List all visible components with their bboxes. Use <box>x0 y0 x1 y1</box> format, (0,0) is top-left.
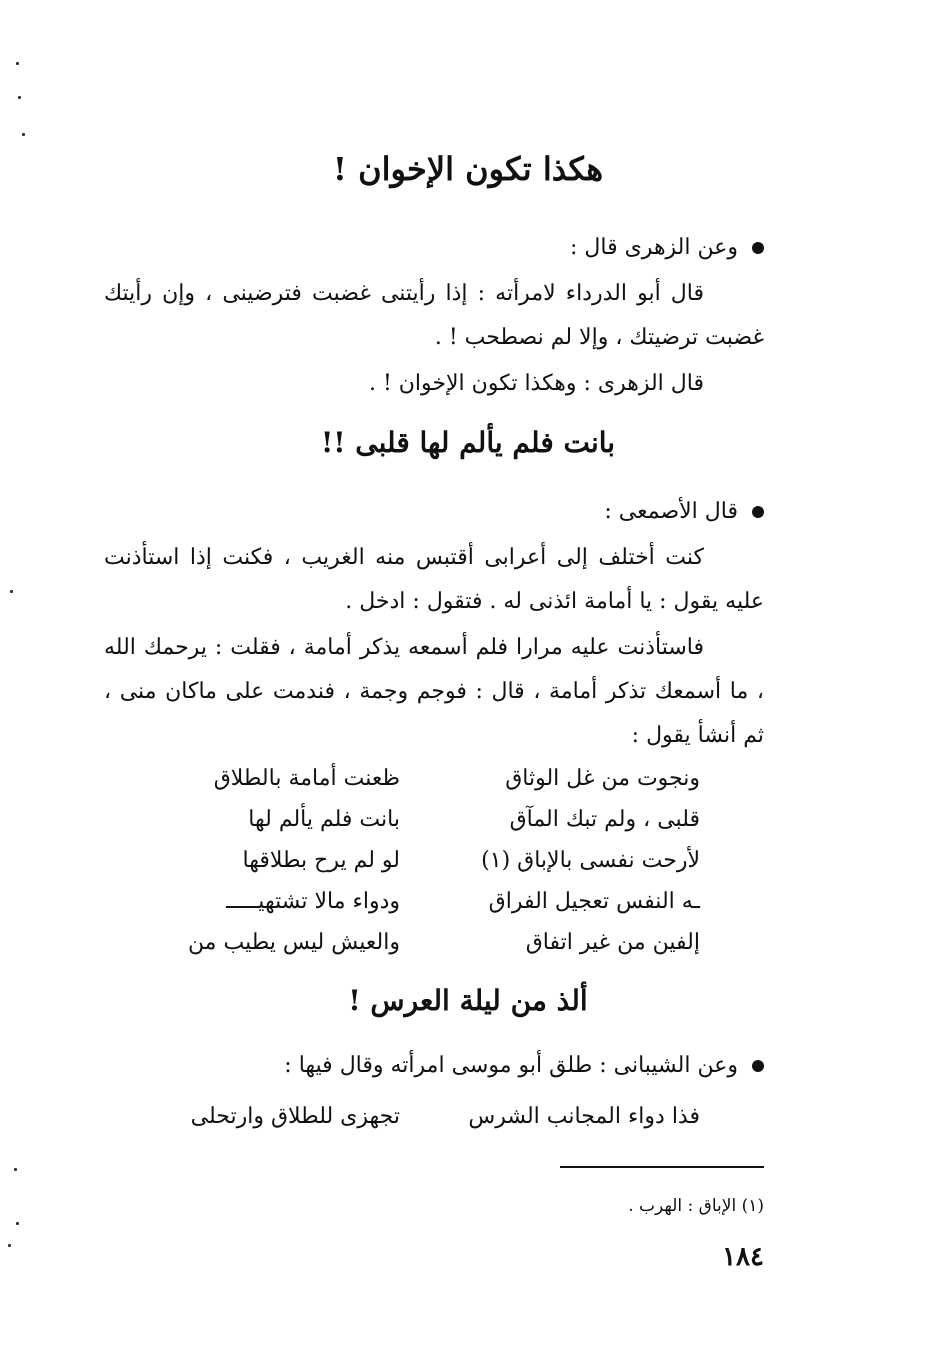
bullet-icon <box>752 506 764 518</box>
bullet-icon <box>752 1060 764 1072</box>
verse-first-hemistich: والعيش ليس يطيب من <box>187 930 400 955</box>
verse-first-hemistich: بانت فلم يألم لها <box>248 807 400 832</box>
section-title-2: بانت فلم يألم لها قلبى !! <box>320 426 616 459</box>
verse-first-hemistich: تجهزى للطلاق وارتحلى <box>190 1104 400 1129</box>
verse-row <box>180 881 700 922</box>
section-1-paragraph-1: قال أبو الدرداء لامرأته : إذا رأيتنى غضبت فترضينى ، وإن رأيتك غضبت ترضيتك ، وإلا لم نصطحب ! . <box>104 281 764 350</box>
section-2-intro <box>104 490 764 534</box>
scan-speck <box>16 1222 19 1225</box>
section-title-1: هكذا تكون الإخوان ! <box>332 150 604 188</box>
verse-second-hemistich: ـه النفس تعجيل الفراق <box>488 889 700 914</box>
intro-text: وعن الزهرى قال : <box>569 235 738 260</box>
verse-second-hemistich: إلفين من غير اتفاق <box>525 930 700 955</box>
intro-text: قال الأصمعى : <box>604 499 738 524</box>
section-1-intro <box>104 226 764 270</box>
verse-second-hemistich: فذا دواء المجانب الشرس <box>468 1104 700 1129</box>
section-title-3: ألذ من ليلة العرس ! <box>348 984 588 1017</box>
verse-row <box>180 799 700 840</box>
verse-second-hemistich: قلبى ، ولم تبك المآق <box>509 807 700 832</box>
footnote: (١) الإباق : الهرب . <box>628 1196 764 1216</box>
scan-speck <box>10 590 13 593</box>
scan-speck <box>14 1168 17 1171</box>
scan-speck <box>8 1244 11 1247</box>
bullet-icon <box>752 242 764 254</box>
scan-speck <box>18 96 21 99</box>
section-1-paragraph-2: قال الزهرى : وهكذا تكون الإخوان ! . <box>368 371 704 396</box>
poem-verses-1 <box>180 758 700 963</box>
section-2-paragraph-2: فاستأذنت عليه مرارا فلم أسمعه يذكر أمامة ، فقلت : يرحمك الله ، ما أسمعك تذكر أمامة ، قال : فوجم وجمة ، فندمت على ماكان منى ، ثم أنشأ يقول : <box>104 635 764 748</box>
verse-first-hemistich: ودواء مالا تشتهيـــــ <box>226 889 400 914</box>
verse-row <box>180 840 700 881</box>
intro-text: وعن الشيبانى : طلق أبو موسى امرأته وقال فيها : <box>284 1053 738 1078</box>
verse-row <box>180 922 700 963</box>
verse-second-hemistich: لأرحت نفسى بالإباق (١) <box>481 848 700 873</box>
verse-row <box>180 1096 700 1137</box>
footnote-divider <box>560 1166 764 1168</box>
page-number: ١٨٤ <box>722 1242 764 1272</box>
scan-speck <box>16 62 19 65</box>
section-3-intro <box>104 1044 764 1088</box>
scan-speck <box>22 133 25 136</box>
verse-first-hemistich: لو لم يرح بطلاقها <box>242 848 400 873</box>
verse-row <box>180 758 700 799</box>
section-2-paragraph-1: كنت أختلف إلى أعرابى أقتبس منه الغريب ، فكنت إذا استأذنت عليه يقول : يا أمامة ائذنى له . فتقول : ادخل . <box>104 545 764 614</box>
verse-second-hemistich: ونجوت من غل الوثاق <box>505 766 700 791</box>
poem-verses-2 <box>180 1096 700 1137</box>
verse-first-hemistich: ظعنت أمامة بالطلاق <box>213 766 400 791</box>
